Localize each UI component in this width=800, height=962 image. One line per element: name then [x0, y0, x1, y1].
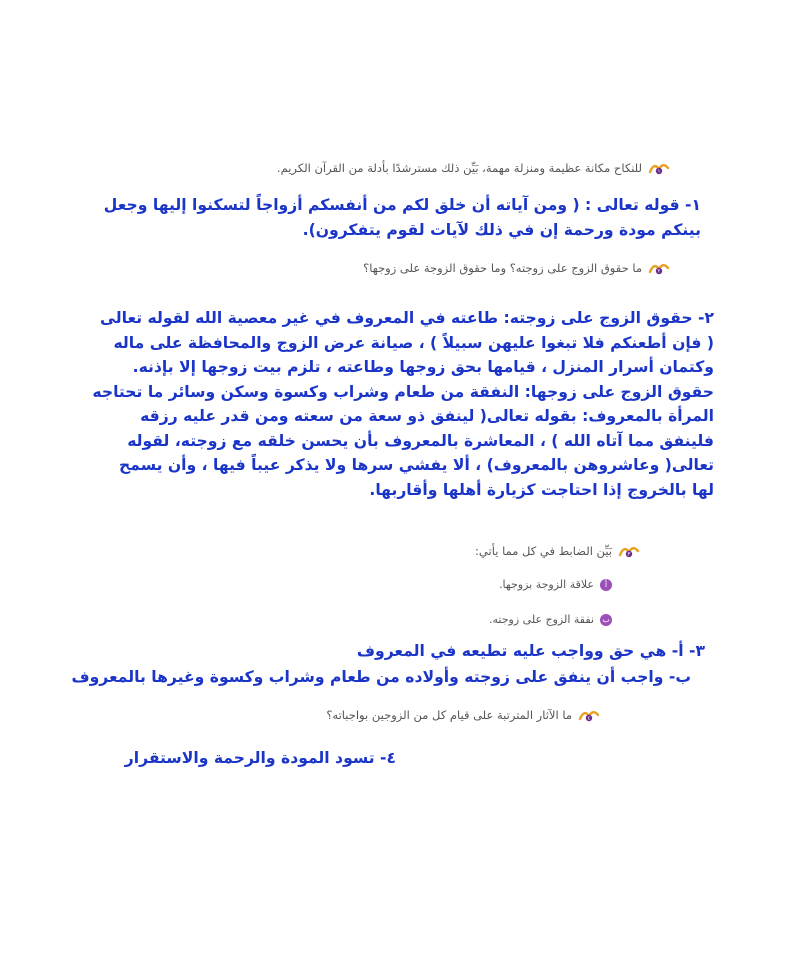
question-3	[475, 543, 640, 559]
question-1	[277, 160, 670, 176]
answer-2-line-5: المرأة بالمعروف: بقوله تعالى( لينفق ذو سعة من سعته ومن قدر عليه رزقه	[140, 407, 714, 425]
sub-b-text: نفقة الزوج على زوجته.	[489, 613, 594, 626]
answer-2	[92, 306, 714, 502]
answer-2-line-2: ( فإن أطعنكم فلا تبغوا عليهن سبيلاً ) ، صيانة عرض الزوج والمحافظة على ماله	[113, 333, 714, 352]
question-3-text: بَيِّن الضابط في كل مما يأتي:	[475, 544, 612, 558]
answer-1	[101, 193, 701, 243]
question-3-number: ٣	[627, 551, 631, 558]
answer-2-line-8: لها بالخروج إذا احتاجت كزيارة أهلها وأقاربها.	[369, 480, 714, 499]
answer-2-line-6: فلينفق مما آتاه الله ) ، المعاشرة بالمعروف بأن يحسن خلقه مع زوجته، لقوله	[127, 431, 714, 450]
sub-a-marker: أ	[600, 579, 612, 591]
question-2-text: ما حقوق الزوج على زوجته؟ وما حقوق الزوجة على زوجها؟	[363, 261, 642, 275]
answer-3-line-2: ب- واجب أن ينفق على زوجته وأولاده من طعام وشراب وكسوة وغيرها بالمعروف	[71, 668, 691, 686]
answer-2-line-7: تعالى( وعاشروهن بالمعروف) ، ألا يفشي سرها ولا يذكر عيباً فيها ، وأن يسمح	[119, 456, 714, 474]
question-2-number: ٢	[657, 268, 661, 275]
answer-1-line-1: ١- قوله تعالى : ( ومن آياته أن خلق لكم من أنفسكم أزواجاً لتسكنوا إليها وجعل	[103, 196, 701, 214]
question-badge-icon	[648, 160, 670, 176]
question-2	[363, 260, 670, 276]
sub-a-text: علاقة الزوجة بزوجها.	[499, 578, 594, 591]
question-4-text: ما الآثار المترتبة على قيام كل من الزوجين بواجباته؟	[326, 708, 572, 722]
answer-1-line-2: بينكم مودة ورحمة إن في ذلك لآيات لقوم يتفكرون).	[302, 221, 701, 239]
question-1-number: ١	[657, 168, 661, 175]
sub-b-marker: ب	[600, 614, 612, 626]
question-3-sub-b	[489, 613, 612, 626]
question-1-text: للنكاح مكانة عظيمة ومنزلة مهمة، بَيِّن ذلك مسترشدًا بأدلة من القرآن الكريم.	[276, 161, 642, 175]
answer-3	[71, 638, 705, 690]
answer-2-line-1: ٢- حقوق الزوج على زوجته: طاعته في المعروف في غير معصية الله لقوله تعالى	[99, 309, 714, 327]
answer-2-line-4: حقوق الزوج على زوجها: النفقة من طعام وشراب وكسوة وسكن وسائر ما تحتاجه	[92, 382, 714, 401]
answer-4-line-1: ٤- تسود المودة والرحمة والاستقرار	[124, 749, 396, 767]
answer-3-line-1: ٣- أ- هي حق وواجب عليه تطيعه في المعروف	[356, 642, 705, 660]
question-badge-icon	[578, 707, 600, 723]
question-4-number: ٤	[587, 715, 591, 722]
question-badge-icon	[648, 260, 670, 276]
answer-4	[96, 746, 396, 771]
question-badge-icon	[618, 543, 640, 559]
question-3-sub-a	[499, 578, 612, 591]
answer-2-line-3: وكتمان أسرار المنزل ، قيامها بحق زوجها وطاعته ، تلزم بيت زوجها إلا بإذنه.	[132, 358, 714, 376]
question-4	[326, 707, 600, 723]
